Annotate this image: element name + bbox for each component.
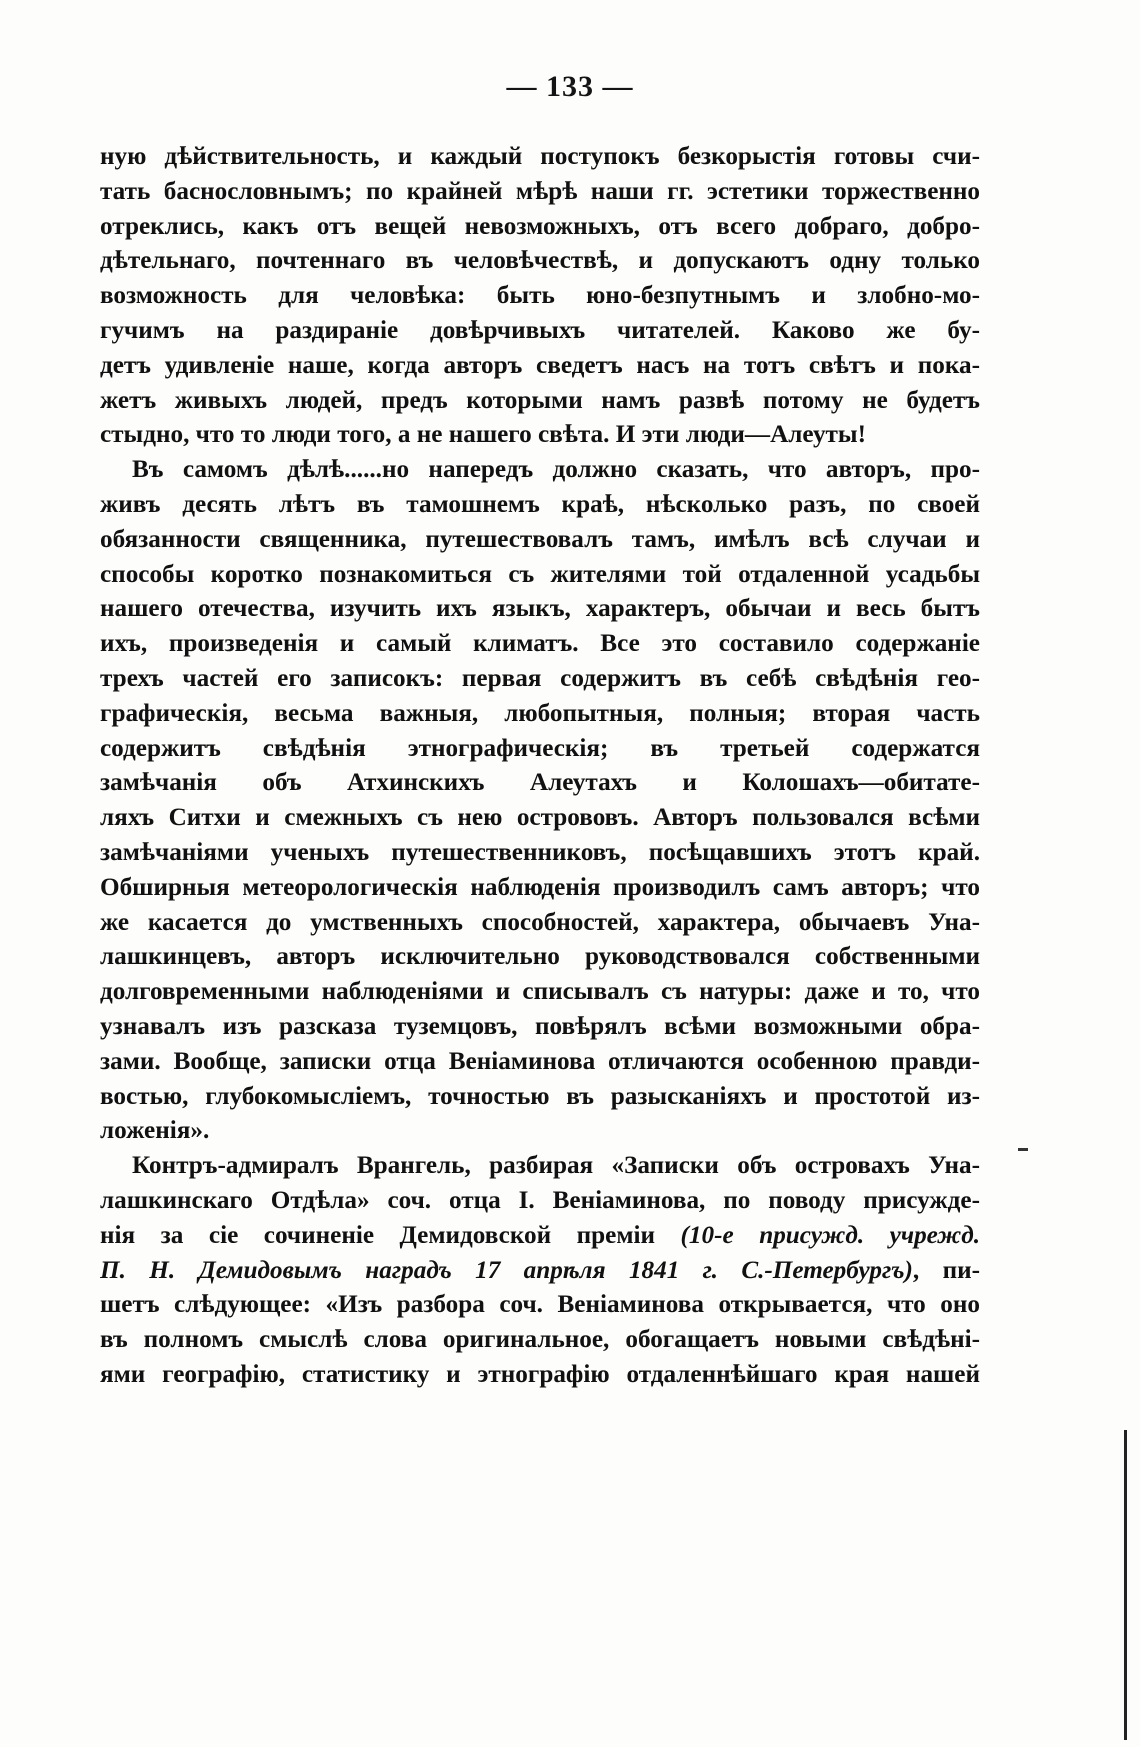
text-line: нашего отечества, изучить ихъ языкъ, характеръ, обычаи и весь бытъ: [100, 595, 980, 623]
paragraph-3: [100, 1149, 980, 1393]
text-line: гучимъ на раздираніе довѣрчивыхъ читателей. Каково же бу-: [100, 316, 980, 344]
body-text: [100, 140, 980, 1393]
text-line: лашкинскаго Отдѣла» соч. отца I. Веніаминова, по поводу присужде-: [100, 1186, 980, 1214]
paragraph-2: [100, 453, 980, 1149]
text-line: возможность для человѣка: быть юно-безпутнымъ и злобно-мо-: [100, 282, 980, 310]
text-line: нія за сіе сочиненіе Демидовской преміи (10-е присужд. учрежд.: [100, 1221, 980, 1249]
page-edge-rule: [1124, 1430, 1127, 1740]
text-line: ихъ, произведенія и самый климатъ. Все это составило содержаніе: [100, 630, 980, 658]
text-line: востью, глубокомысліемъ, точностью въ разысканіяхъ и простотой из-: [100, 1082, 980, 1110]
text-line: лашкинцевъ, авторъ исключительно руководствовался собственными: [100, 943, 980, 971]
margin-mark: [1018, 1148, 1028, 1151]
text-line: ями географію, статистику и этнографію отдаленнѣйшаго края нашей: [100, 1360, 980, 1388]
text-line: детъ удивленіе наше, когда авторъ сведетъ насъ на тотъ свѣтъ и пока-: [100, 351, 980, 379]
text-line: замѣчаніями ученыхъ путешественниковъ, посѣщавшихъ этотъ край.: [100, 838, 980, 866]
text-line: Въ самомъ дѣлѣ......но напередъ должно сказать, что авторъ, про-: [132, 456, 980, 484]
text-line: шетъ слѣдующее: «Изъ разбора соч. Веніаминова открывается, что оно: [100, 1291, 980, 1319]
text-line: замѣчанія объ Атхинскихъ Алеутахъ и Колошахъ—обитате-: [100, 769, 980, 797]
text-line: ложенія».: [100, 1117, 210, 1145]
text-line: трехъ частей его записокъ: первая содержитъ въ себѣ свѣдѣнія гео-: [100, 664, 980, 692]
text-line: обязанности священника, путешествовалъ тамъ, имѣлъ всѣ случаи и: [100, 525, 980, 553]
text-line: же касается до умственныхъ способностей, характера, обычаевъ Уна-: [100, 908, 980, 936]
text-line: зами. Вообще, записки отца Веніаминова отличаются особенною правди-: [100, 1047, 980, 1075]
text-line: дѣтельнаго, почтеннаго въ человѣчествѣ, и допускаютъ одну только: [100, 247, 980, 275]
text-line: способы коротко познакомиться съ жителями той отдаленной усадьбы: [100, 560, 980, 588]
text-line: ную дѣйствительность, и каждый поступокъ безкорыстія готовы счи-: [100, 143, 980, 170]
text-line: тать баснословнымъ; по крайней мѣрѣ наши гг. эстетики торжественно: [100, 177, 980, 205]
text-line: въ полномъ смыслѣ слова оригинальное, обогащаетъ новыми свѣдѣні-: [100, 1326, 980, 1354]
text-line: жетъ живыхъ людей, предъ которыми намъ развѣ потому не будетъ: [100, 386, 980, 414]
text-line: ляхъ Ситхи и смежныхъ съ нею острововъ. Авторъ пользовался всѣми: [100, 804, 980, 832]
paragraph-1: [100, 140, 980, 453]
text-line: живъ десять лѣтъ въ тамошнемъ краѣ, нѣсколько разъ, по своей: [100, 490, 980, 518]
text-line: узнавалъ изъ разсказа туземцовъ, повѣрялъ всѣми возможными обра-: [100, 1012, 980, 1040]
text-line: Контръ-адмиралъ Врангель, разбирая «Записки объ островахъ Уна-: [132, 1152, 980, 1180]
text-line: отреклись, какъ отъ вещей невозможныхъ, отъ всего добраго, добро-: [100, 212, 980, 240]
page-number: — 133 —: [506, 70, 634, 103]
text-line: П. Н. Демидовымъ наградъ 17 апрѣля 1841 г. С.-Петербургъ), пи-: [100, 1256, 980, 1284]
text-line: графическія, весьма важныя, любопытныя, полныя; вторая часть: [100, 699, 980, 727]
text-line: Обширныя метеорологическія наблюденія производилъ самъ авторъ; что: [100, 873, 980, 901]
text-line: стыдно, что то люди того, а не нашего свѣта. И эти люди—Алеуты!: [100, 421, 866, 449]
italic-citation: (10-е присужд. учрежд.: [680, 1221, 980, 1249]
italic-citation: П. Н. Демидовымъ наградъ 17 апрѣля 1841 г. С.-Петербургъ): [100, 1256, 913, 1284]
text-line: содержитъ свѣдѣнія этнографическія; въ третьей содержатся: [100, 734, 980, 762]
text-line: долговременными наблюденіями и списывалъ съ натуры: даже и то, что: [100, 978, 980, 1006]
